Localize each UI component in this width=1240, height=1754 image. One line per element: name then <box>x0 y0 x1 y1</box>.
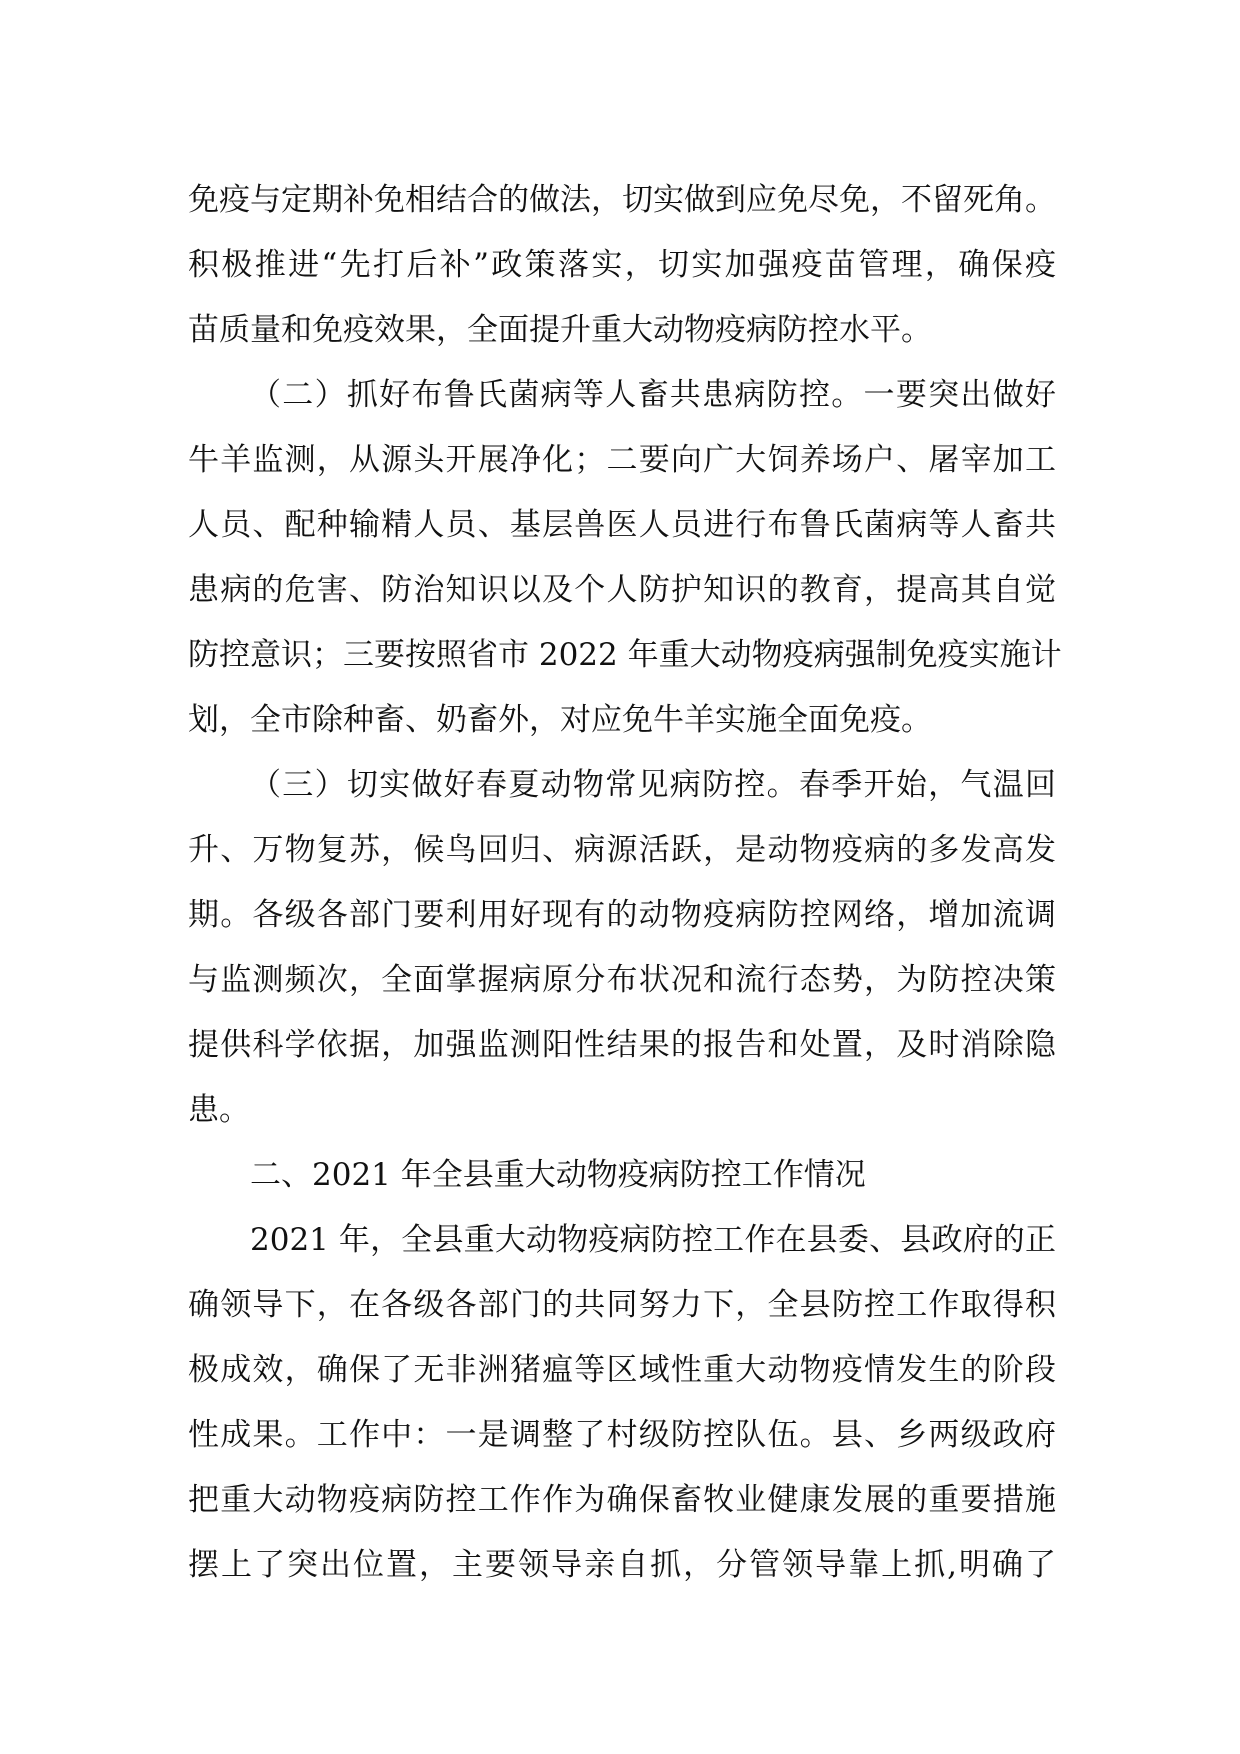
section-heading-line: （二）抓好布鲁氏菌病等人畜共患病防控。一要突出做好 <box>250 377 1056 413</box>
text-line: 把重大动物疫病防控工作作为确保畜牧业健康发展的重要措施 <box>188 1482 1056 1518</box>
text-line: 划，全市除种畜、奶畜外，对应免牛羊实施全面免疫。 <box>188 702 932 738</box>
text-line: 牛羊监测，从源头开展净化；二要向广大饲养场户、屠宰加工 <box>188 442 1056 478</box>
text-line: 升、万物复苏，候鸟回归、病源活跃，是动物疫病的多发高发 <box>188 832 1056 868</box>
text-line: 免疫与定期补免相结合的做法，切实做到应免尽免，不留死角。 <box>188 182 1056 218</box>
text-line: 与监测频次，全面掌握病原分布状况和流行态势，为防控决策 <box>188 962 1056 998</box>
chapter-heading-line: 二、2021 年全县重大动物疫病防控工作情况 <box>250 1157 866 1193</box>
paragraph-start-line: 2021 年，全县重大动物疫病防控工作在县委、县政府的正 <box>250 1222 1056 1258</box>
text-line: 积极推进“先打后补”政策落实，切实加强疫苗管理，确保疫 <box>188 247 1056 283</box>
text-line: 提供科学依据，加强监测阳性结果的报告和处置，及时消除隐 <box>188 1027 1056 1063</box>
text-line: 性成果。工作中：一是调整了村级防控队伍。县、乡两级政府 <box>188 1417 1056 1453</box>
text-line: 确领导下，在各级各部门的共同努力下，全县防控工作取得积 <box>188 1287 1056 1323</box>
text-line: 患。 <box>188 1092 250 1128</box>
text-line: 极成效，确保了无非洲猪瘟等区域性重大动物疫情发生的阶段 <box>188 1352 1056 1388</box>
text-line: 患病的危害、防治知识以及个人防护知识的教育，提高其自觉 <box>188 572 1056 608</box>
text-line: 防控意识；三要按照省市 2022 年重大动物疫病强制免疫实施计 <box>188 637 1062 673</box>
text-line: 苗质量和免疫效果，全面提升重大动物疫病防控水平。 <box>188 312 932 348</box>
text-line: 期。各级各部门要利用好现有的动物疫病防控网络，增加流调 <box>188 897 1056 933</box>
document-body <box>188 168 1062 1598</box>
section-heading-line: （三）切实做好春夏动物常见病防控。春季开始，气温回 <box>250 767 1056 803</box>
text-line: 摆上了突出位置，主要领导亲自抓，分管领导靠上抓,明确了 <box>188 1547 1056 1583</box>
text-line: 人员、配种输精人员、基层兽医人员进行布鲁氏菌病等人畜共 <box>188 507 1056 543</box>
